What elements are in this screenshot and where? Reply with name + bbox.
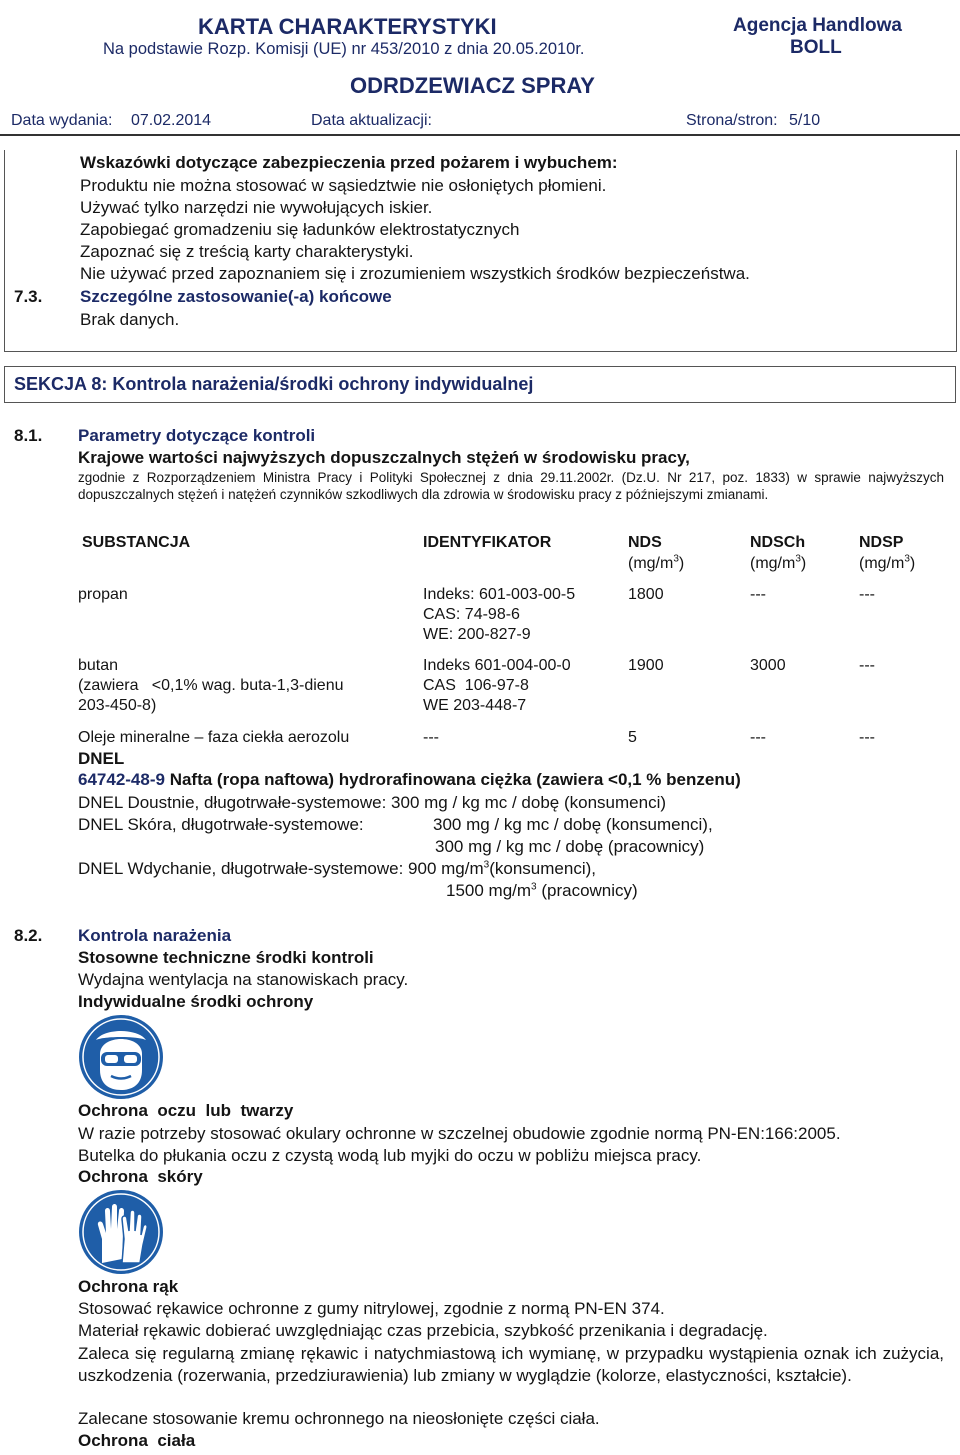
technical-controls-title: Stosowne techniczne środki kontroli bbox=[78, 948, 374, 967]
subsection-8-1-title: Parametry dotyczące kontroli bbox=[78, 426, 316, 445]
dnel-skin-consumers: 300 mg / kg mc / dobę (konsumenci), bbox=[433, 815, 713, 834]
hand-protection-line-1: Stosować rękawice ochronne z gumy nitrylowej, zgodnie z normą PN-EN 374. bbox=[78, 1299, 665, 1318]
table-row-propan-substance: propan bbox=[78, 586, 128, 603]
subsection-7-3-number: 7.3. bbox=[14, 287, 43, 306]
eye-protection-line-1: W razie potrzeby stosować okulary ochronne w szczelnej obudowie zgodnie normą PN-EN:166:2005. bbox=[78, 1124, 841, 1143]
table-row-propan-ndsch: --- bbox=[750, 586, 766, 603]
table-row-butan-id-we: WE 203-448-7 bbox=[423, 697, 527, 714]
section8-title: SEKCJA 8: Kontrola narażenia/środki ochrony indywidualnej bbox=[14, 374, 534, 394]
subsection-8-1-number: 8.1. bbox=[14, 426, 43, 445]
issue-date: 07.02.2014 bbox=[131, 112, 212, 129]
page-label: Strona/stron: bbox=[686, 112, 778, 129]
eye-protection-title: Ochrona oczu lub twarzy bbox=[78, 1101, 294, 1120]
subsection-7-3-title: Szczególne zastosowanie(-a) końcowe bbox=[80, 287, 392, 306]
hand-protection-line-2: Materiał rękawic dobierać uwzględniając czas przebicia, szybkość przenikania i degradację. bbox=[78, 1321, 768, 1340]
fire-line-5: Nie używać przed zapoznaniem się i zrozumieniem wszystkich środków bezpieczeństwa. bbox=[80, 264, 750, 283]
fire-line-4: Zapoznać się z treścią karty charakterystyki. bbox=[80, 242, 414, 261]
header-divider bbox=[0, 134, 960, 136]
col-header-nds: NDS bbox=[628, 534, 662, 551]
regulation-line: Na podstawie Rozp. Komisji (UE) nr 453/2010 z dnia 20.05.2010r. bbox=[103, 40, 585, 58]
update-date-label: Data aktualizacji: bbox=[311, 112, 432, 129]
fire-line-2: Używać tylko narzędzi nie wywołujących iskier. bbox=[80, 198, 433, 217]
fire-line-3: Zapobiegać gromadzeniu się ładunków elektrostatycznych bbox=[80, 220, 520, 239]
unit-ndsp: $(mg/m^3)$ bbox=[859, 553, 916, 572]
col-header-substance: SUBSTANCJA bbox=[82, 534, 191, 551]
dnel-inhalation-workers: 1500 $mg/m^3$ (pracownicy) bbox=[446, 881, 638, 900]
dnel-skin-workers: 300 mg / kg mc / dobę (pracownicy) bbox=[435, 837, 705, 856]
table-row-butan-substance-3: 203-450-8) bbox=[78, 697, 157, 714]
subsection-8-2-number: 8.2. bbox=[14, 926, 43, 945]
hand-protection-title: Ochrona rąk bbox=[78, 1277, 179, 1296]
dnel-skin-label: DNEL Skóra, długotrwałe-systemowe: bbox=[78, 815, 364, 834]
unit-nds: $(mg/m^3)$ bbox=[628, 553, 685, 572]
col-header-ndsp: NDSP bbox=[859, 534, 904, 551]
table-row-butan-id-cas: CAS 106-97-8 bbox=[423, 677, 529, 694]
table-row-butan-substance: butan bbox=[78, 657, 119, 674]
exposure-limits-subtitle: Krajowe wartości najwyższych dopuszczalnych stężeń w środowisku pracy, bbox=[78, 448, 690, 467]
fire-safety-heading: Wskazówki dotyczące zabezpieczenia przed pożarem i wybuchem: bbox=[80, 153, 618, 172]
table-row-oil-ndsch: --- bbox=[750, 729, 766, 746]
company-name-line1: Agencja Handlowa bbox=[733, 15, 902, 36]
page-number: 5/10 bbox=[789, 112, 821, 129]
table-row-oil-ndsp: --- bbox=[859, 729, 875, 746]
gloves-icon bbox=[78, 1189, 164, 1275]
dnel-inhalation-consumers: DNEL Wdychanie, długotrwałe-systemowe: 900 $mg/m^3(konsumenci)$, bbox=[78, 859, 596, 878]
subsection-8-2-title: Kontrola narażenia bbox=[78, 926, 232, 945]
table-row-oil-nds: 5 bbox=[628, 729, 637, 746]
table-row-propan-id-index: Indeks: 601-003-00-5 bbox=[423, 586, 576, 603]
col-header-identifier: IDENTYFIKATOR bbox=[423, 534, 552, 551]
dnel-label: DNEL bbox=[78, 749, 125, 768]
table-row-propan-ndsp: --- bbox=[859, 586, 875, 603]
technical-controls-text: Wydajna wentylacja na stanowiskach pracy. bbox=[78, 970, 409, 989]
table-row-propan-nds: 1800 bbox=[628, 586, 664, 603]
table-row-butan-id-index: Indeks 601-004-00-0 bbox=[423, 657, 571, 674]
document-title: KARTA CHARAKTERYSTYKI bbox=[198, 14, 497, 39]
face-mask-goggles-icon bbox=[78, 1014, 164, 1100]
section7-box-right bbox=[956, 150, 957, 352]
fire-line-1: Produktu nie można stosować w sąsiedztwie nie osłoniętych płomieni. bbox=[80, 176, 607, 195]
hand-protection-paragraph: Zaleca się regularną zmianę rękawic i natychmiastową ich wymianę, w przypadku wystąpienia oznak ich zużycia, uszkodzenia (rozerwania, przedziurawienia) lub zmiany w wyglądzie (kolorze, elastyczności, kształcie). bbox=[78, 1344, 944, 1385]
regulation-note: zgodnie z Rozporządzeniem Ministra Pracy i Polityki Społecznej z dnia 29.11.2002r. (Dz.U. Nr 217, poz. 1833) w sprawie najwyższych dopuszczalnych stężeń i natężeń czynników szkodliwych dla zdrowia w środowisku pracy z późniejszymi zmianami. bbox=[78, 470, 944, 502]
eye-protection-line-2: Butelka do płukania oczu z czystą wodą lub myjki do oczu w pobliżu miejsca pracy. bbox=[78, 1146, 702, 1165]
table-row-propan-id-cas: CAS: 74-98-6 bbox=[423, 606, 520, 623]
skin-protection-title: Ochrona skóry bbox=[78, 1167, 203, 1186]
issue-date-label: Data wydania: bbox=[11, 112, 113, 129]
table-row-butan-ndsch: 3000 bbox=[750, 657, 786, 674]
table-row-propan-id-we: WE: 200-827-9 bbox=[423, 626, 531, 643]
subsection-7-3-text: Brak danych. bbox=[80, 310, 180, 329]
product-name: ODRDZEWIACZ SPRAY bbox=[350, 73, 595, 98]
dnel-substance: 64742-48-9 Nafta (ropa naftowa) hydrorafinowana ciężka (zawiera <0,1 % benzenu) bbox=[78, 770, 741, 789]
ppe-title: Indywidualne środki ochrony bbox=[78, 992, 314, 1011]
table-row-oil-substance: Oleje mineralne – faza ciekła aerozolu bbox=[78, 729, 350, 746]
table-row-butan-substance-2: (zawiera <0,1% wag. buta-1,3-dienu bbox=[78, 677, 344, 694]
body-protection-title: Ochrona ciała bbox=[78, 1431, 196, 1450]
company-name-line2: BOLL bbox=[790, 37, 842, 58]
dnel-oral: DNEL Doustnie, długotrwałe-systemowe: 300 mg / kg mc / dobę (konsumenci) bbox=[78, 793, 667, 812]
unit-ndsch: $(mg/m^3)$ bbox=[750, 553, 807, 572]
section7-box-left bbox=[4, 150, 5, 352]
table-row-butan-nds: 1900 bbox=[628, 657, 664, 674]
table-row-oil-identifier: --- bbox=[423, 729, 439, 746]
section7-box-bottom bbox=[4, 351, 957, 352]
hand-protection-cream: Zalecane stosowanie kremu ochronnego na nieosłonięte części ciała. bbox=[78, 1409, 600, 1428]
col-header-ndsch: NDSCh bbox=[750, 534, 806, 551]
table-row-butan-ndsp: --- bbox=[859, 657, 875, 674]
